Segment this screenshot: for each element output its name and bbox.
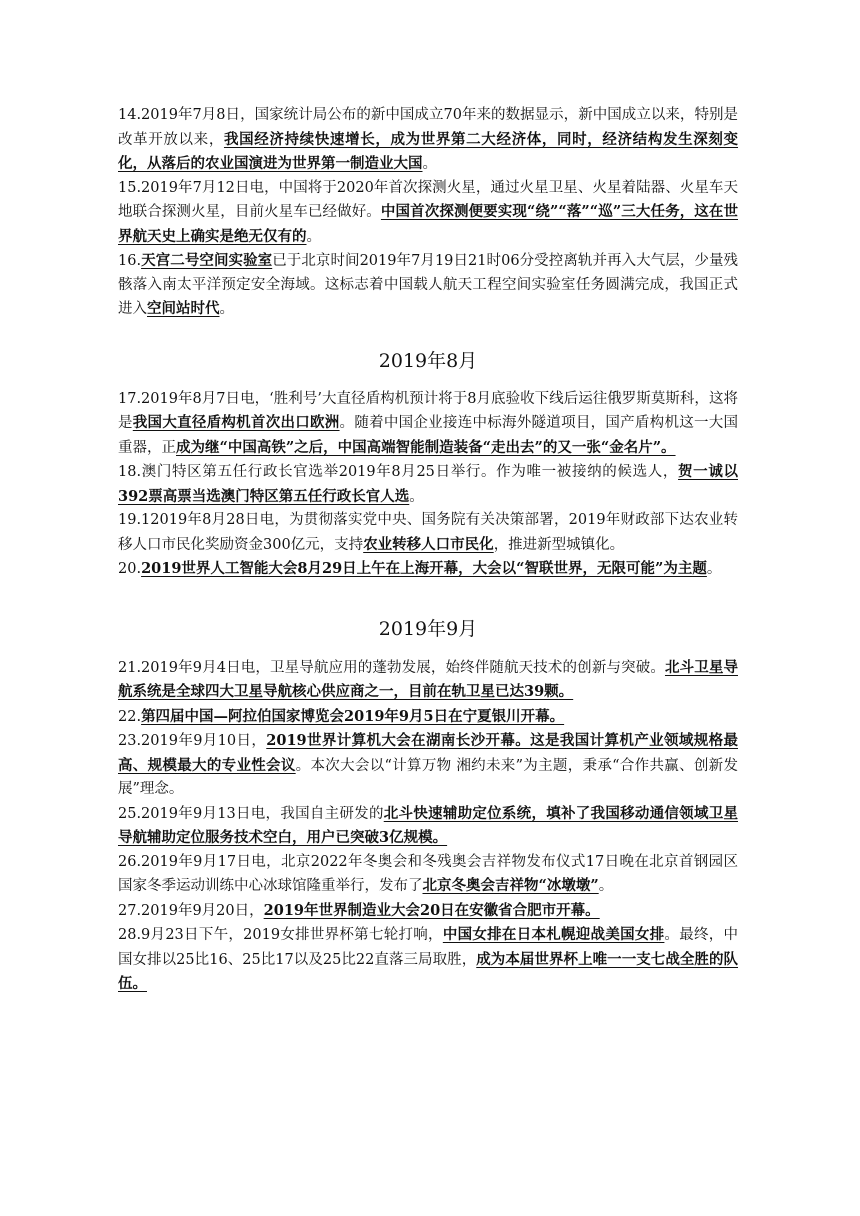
item-text: ，推进新型城镇化。 [493, 536, 625, 553]
highlight-text: 2019世界人工智能大会8月29日上午在上海开幕，大会以“智联世界，无限可能”为主题 [141, 560, 707, 577]
news-item-23 [118, 729, 738, 802]
highlight-text: 北斗快速辅助定位系统，填补了我国移动通信领域卫星导航辅助定位服务技术空白，用户已突破3亿规模。 [118, 804, 739, 846]
highlight-text: 我国大直径盾构机首次出口欧洲 [132, 414, 340, 431]
item-text: 。随着中国企业接连中标海外隧道项目，国产盾构机这一大国重器，正 [118, 415, 739, 456]
news-item-16 [118, 249, 738, 322]
news-item-25 [118, 802, 738, 851]
item-text: 22. [118, 708, 142, 725]
news-item-19 [118, 509, 738, 557]
item-text: 。 [598, 878, 614, 894]
item-text: 。 [706, 561, 722, 577]
item-text: 。 [422, 156, 437, 172]
highlight-text: 中国首次探测便要实现“绕”“落”“巡”三大任务，这在世界航天史上确实是绝无仅有的 [118, 203, 739, 245]
item-text: 。 [409, 488, 424, 505]
highlight-text: 成为本届世界杯上唯一一支七战全胜的队伍。 [118, 950, 739, 992]
highlight-text: 2019年世界制造业大会20日在安徽省合肥市开幕。 [263, 901, 600, 919]
highlight-text: 空间站时代 [147, 300, 220, 317]
item-text: 15.2019年7月12日电，中国将于2020年首次探测火星，通过火星卫星、火星着陆器、火星车天地联合探测火星，目前火星车已经做好。 [118, 179, 738, 220]
highlight-text: 中国女排在日本札幌迎战美国女排 [442, 926, 665, 943]
item-text: 21.2019年9月4日电，卫星导航应用的蓬勃发展，始终伴随航天技术的创新与突破。 [118, 659, 665, 676]
highlight-text: 贺一诚以392票高票当选澳门特区第五任行政长官人选 [118, 463, 738, 505]
item-text: 27.2019年9月20日， [118, 902, 264, 919]
item-text: 26.2019年9月17日电，北京2022年冬奥会和冬残奥会吉祥物发布仪式17日晚在北京首钢园区国家冬季运动训练中心冰球馆隆重举行，发布了 [118, 853, 738, 894]
item-text: 16. [118, 253, 142, 269]
item-text: 。本次大会以“计算万物 湘约未来”为主题，秉承“合作共赢、创新发展”理念。 [118, 757, 738, 797]
item-text: 20. [118, 561, 142, 577]
news-item-22 [118, 705, 738, 730]
news-item-15 [118, 177, 738, 250]
highlight-text: 农业转移人口市民化 [363, 535, 494, 553]
highlight-text: 北京冬奥会吉祥物“冰墩墩” [422, 877, 599, 894]
item-text: 25.2019年9月13日电，我国自主研发的 [118, 805, 384, 822]
highlight-text: 2019世界计算机大会在湖南长沙开幕。这是我国计算机产业领域规格最高、规模最大的专业性会议 [118, 732, 738, 774]
item-text: 19.12019年8月28日电，为贯彻落实党中央、国务院有关决策部署，2019年财政部下达农业转移人口市民化奖励资金300亿元，支持 [118, 512, 738, 553]
item-text: 已于北京时间2019年7月19日21时06分受控离轨并再入大气层，少量残骸落入南太平洋预定安全海域。这标志着中国载人航天工程空间实验室任务圆满完成，我国正式进入 [118, 253, 739, 317]
news-item-18 [118, 460, 738, 509]
highlight-text: 成为继“中国高铁”之后，中国高端智能制造装备“走出去”的又一张“金名片”。 [176, 438, 676, 456]
news-item-17 [118, 388, 738, 461]
highlight-text: 我国经济持续快速增长，成为世界第二大经济体，同时，经济结构发生深刻变化，从落后的农业国演进为世界第一制造业大国 [118, 130, 739, 172]
news-item-28 [118, 923, 738, 997]
item-text: 。最终，中国女排以25比16、25比17以及25比22直落三局取胜， [118, 927, 739, 968]
item-text: 。 [306, 228, 321, 245]
news-item-20 [118, 557, 738, 582]
list-august [118, 388, 738, 582]
list-july [118, 104, 738, 322]
highlight-text: 天宫二号空间实验室 [141, 252, 273, 269]
news-item-21 [118, 656, 738, 705]
month-heading-september: 2019年9月 [378, 617, 478, 640]
item-text: 。 [219, 301, 234, 317]
item-text: 28.9月23日下午，2019女排世界杯第七轮打响， [118, 927, 443, 943]
highlight-text: 北斗卫星导航系统是全球四大卫星导航核心供应商之一，目前在轨卫星已达39颗。 [118, 658, 738, 700]
item-text: 23.2019年9月10日， [118, 733, 267, 749]
news-item-26 [118, 851, 738, 899]
item-text: 17.2019年8月7日电，‘胜利号’大直径盾构机预计将于8月底验收下线后运往俄罗斯莫斯科，这将是 [118, 390, 738, 431]
news-item-27 [118, 899, 738, 924]
month-heading-august: 2019年8月 [378, 349, 478, 372]
item-text: 14.2019年7月8日，国家统计局公布的新中国成立70年来的数据显示，新中国成立以来，特别是改革开放以来， [118, 107, 738, 148]
news-item-14 [118, 104, 738, 177]
item-text: 18.澳门特区第五任行政长官选举2019年8月25日举行。作为唯一被接纳的候选人， [118, 464, 679, 480]
document-page [118, 104, 738, 997]
highlight-text: 第四届中国—阿拉伯国家博览会2019年9月5日在宁夏银川开幕。 [141, 707, 565, 725]
list-september [118, 656, 738, 997]
